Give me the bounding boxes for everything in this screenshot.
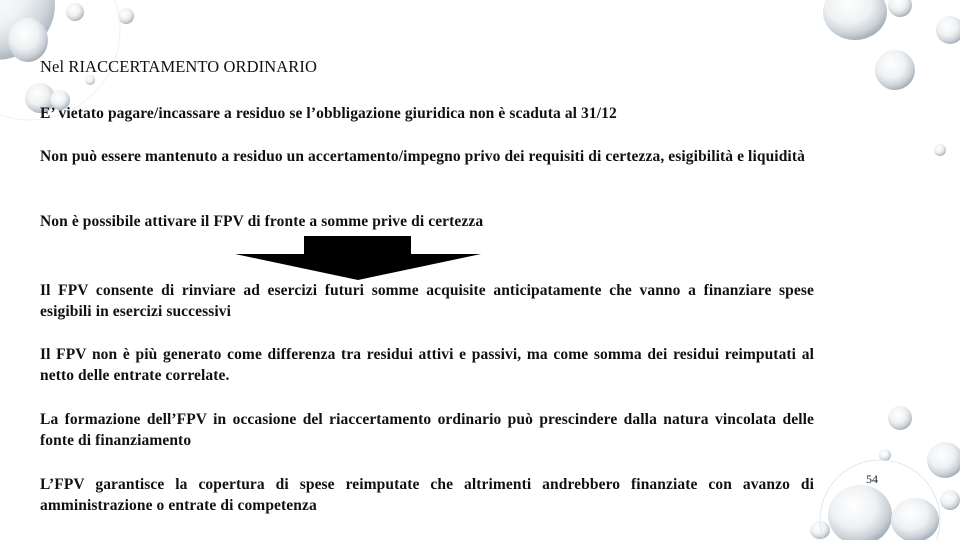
down-arrow-icon xyxy=(235,236,481,280)
paragraph-7: L’FPV garantisce la copertura di spese reimputate che altrimenti andrebbero finanziate con avanzo di amministrazione o entrate di competenza xyxy=(40,476,814,514)
page-number: 54 xyxy=(866,472,878,486)
paragraph-2: Non può essere mantenuto a residuo un accertamento/impegno privo dei requisiti di certezza, esigibilità e liquidità xyxy=(40,148,805,165)
paragraph-1: E’ vietato pagare/incassare a residuo se l’obbligazione giuridica non è scaduta al 31/12 xyxy=(40,105,617,122)
paragraph-5: Il FPV non è più generato come differenza tra residui attivi e passivi, ma come somma dei residui reimputati al netto delle entrate correlate. xyxy=(40,346,814,384)
slide-title: Nel RIACCERTAMENTO ORDINARIO xyxy=(40,57,318,76)
paragraph-4: Il FPV consente di rinviare ad esercizi futuri somme acquisite anticipatamente che vanno a finanziare spese esigibili in esercizi successivi xyxy=(40,282,814,320)
paragraph-3: Non è possibile attivare il FPV di fronte a somme prive di certezza xyxy=(40,213,484,230)
paragraph-6: La formazione dell’FPV in occasione del riaccertamento ordinario può prescindere dalla natura vincolata delle fonte di finanziamento xyxy=(40,411,814,449)
